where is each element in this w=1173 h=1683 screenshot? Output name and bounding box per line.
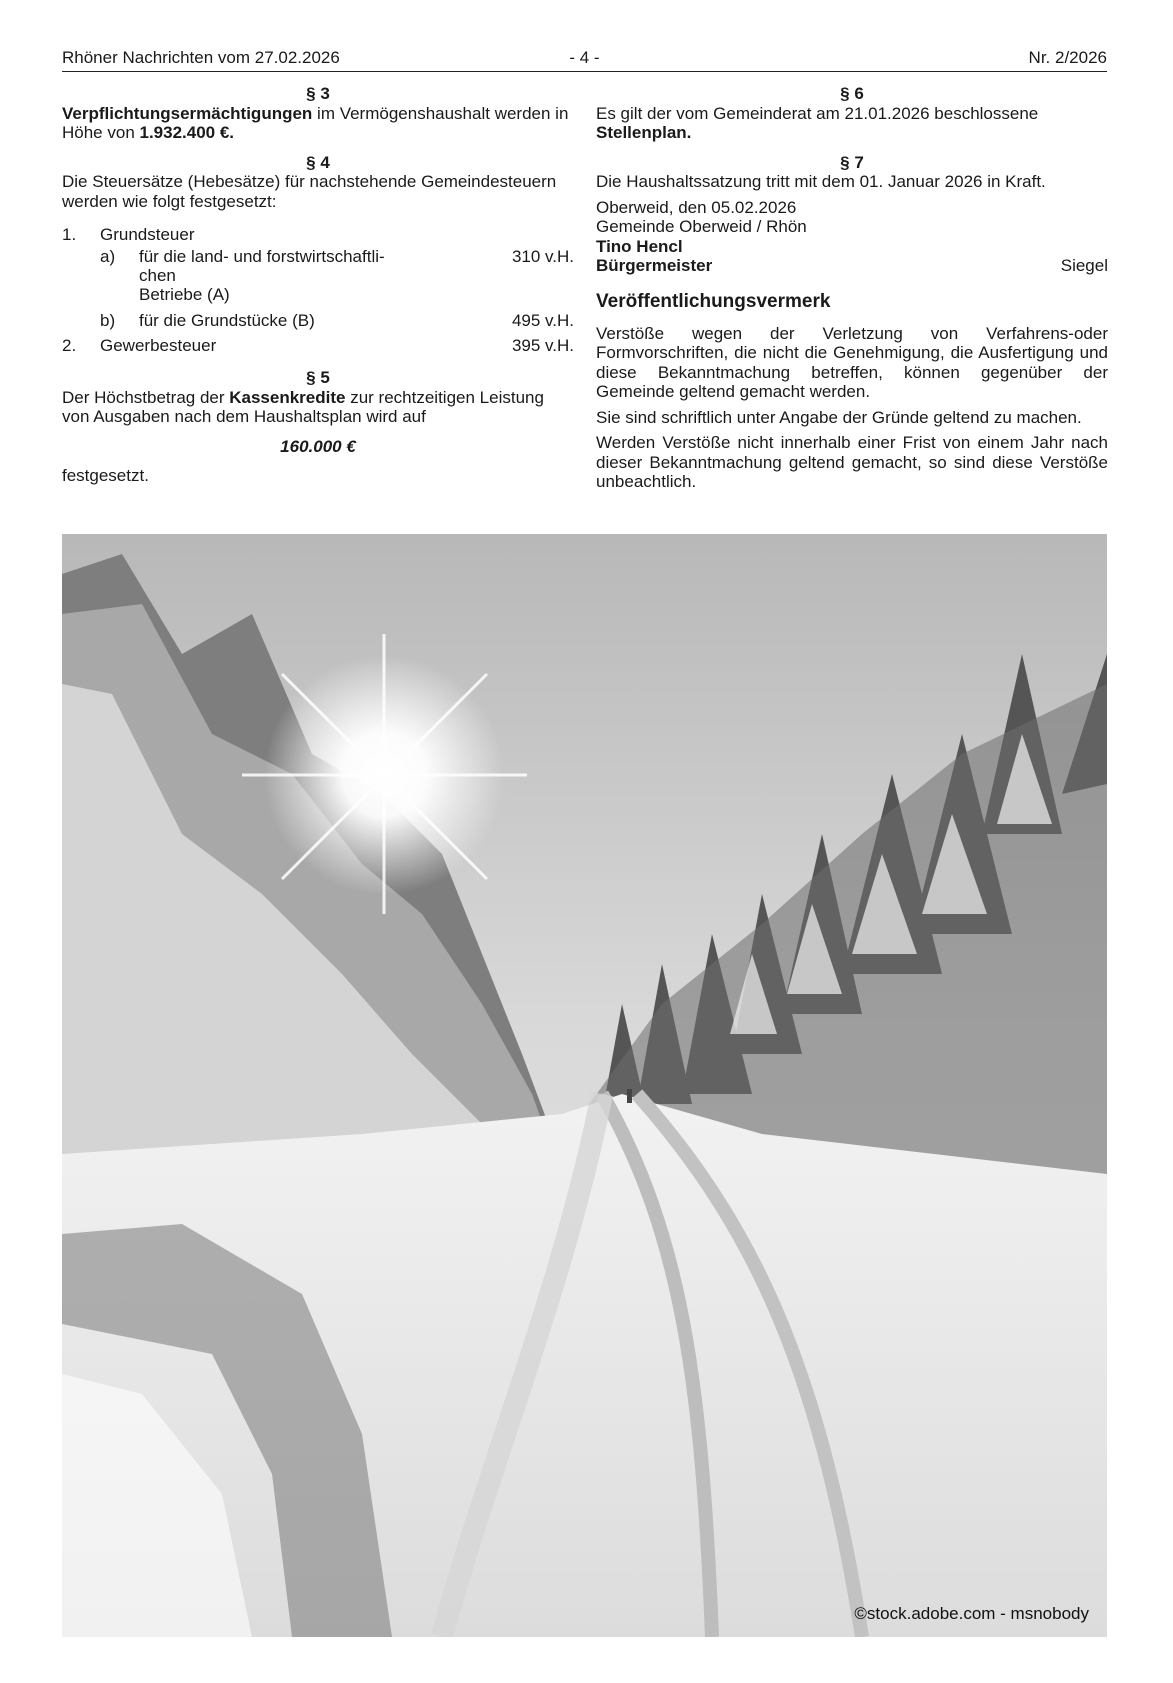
tax-item-a	[62, 247, 574, 307]
tax-item-b	[62, 311, 574, 336]
section-5-title: § 5	[306, 368, 330, 387]
notice-paragraph-1: Verstöße wegen der Verletzung von Verfahrens-oder Formvorschriften, die nicht die Genehmigung, die Ausfertigung und diese Bekanntmachung betreffen, können gegenüber der Gemeinde geltend gemacht werden.	[596, 323, 1108, 401]
section-5-text	[62, 388, 574, 427]
section-3-amount: 1.932.400 €.	[139, 123, 235, 142]
signature-row	[596, 256, 1108, 276]
header-publication: Rhöner Nachrichten vom 27.02.2026	[62, 48, 340, 67]
seal-label: Siegel	[1060, 256, 1108, 275]
section-7-text: Die Haushaltssatzung tritt mit dem 01. Januar 2026 in Kraft.	[596, 172, 1046, 191]
section-4-text: Die Steuersätze (Hebesätze) für nachstehende Gemeindesteuern werden wie folgt festgesetzt:	[62, 172, 557, 211]
tax-item-grundsteuer	[62, 225, 574, 247]
winter-forest-photo	[62, 534, 1107, 1637]
tax-rate-list	[62, 225, 574, 358]
section-5-bold: Kassenkredite	[229, 387, 346, 407]
tax-item-number: 2.	[62, 336, 77, 355]
section-5-end: festgesetzt.	[62, 466, 149, 485]
tax-subitem-text: für die Grundstücke (B)	[139, 311, 315, 330]
tax-subitem-value: 495 v.H.	[511, 311, 574, 330]
section-6-title: § 6	[840, 84, 864, 103]
notice-heading: Veröffentlichungsvermerk	[596, 290, 831, 312]
tax-subitem-text-line1: für die land- und forstwirtschaftli-	[139, 247, 385, 266]
winter-forest-illustration	[62, 534, 1107, 1637]
tax-item-gewerbesteuer	[62, 336, 574, 358]
photo-credit: ©stock.adobe.com - msnobody	[854, 1604, 1089, 1623]
header-page-number: - 4 -	[569, 48, 600, 67]
municipality: Gemeinde Oberweid / Rhön	[596, 217, 807, 236]
tax-item-label: Grundsteuer	[100, 225, 195, 244]
mayor-name: Tino Hencl	[596, 236, 683, 256]
page-header	[62, 48, 1107, 72]
right-column	[596, 84, 1108, 492]
mayor-title: Bürgermeister	[596, 256, 713, 275]
tax-subitem-text-line2: chen	[139, 266, 176, 285]
tax-subitem-label: a)	[100, 247, 116, 266]
section-6-text	[596, 104, 1108, 143]
notice-paragraph-2: Sie sind schriftlich unter Angabe der Gründe geltend zu machen.	[596, 407, 1082, 427]
section-7-title: § 7	[840, 152, 864, 172]
tax-subitem-label: b)	[100, 311, 116, 330]
tax-item-value: 395 v.H.	[511, 336, 574, 355]
tax-subitem-value: 310 v.H.	[511, 247, 574, 266]
notice-paragraph-3: Werden Verstöße nicht innerhalb einer Frist von einem Jahr nach dieser Bekanntmachung geltend gemacht, so sind diese Verstöße unbeachtlich.	[596, 433, 1108, 491]
place-date: Oberweid, den 05.02.2026	[596, 197, 797, 217]
section-5-amount: 160.000 €	[280, 436, 356, 456]
section-6-bold: Stellenplan.	[596, 123, 692, 142]
section-3-title: § 3	[306, 84, 330, 103]
left-column	[62, 84, 574, 486]
section-3-bold: Verpflichtungsermächtigungen	[62, 103, 313, 123]
section-5-body-end: zur rechtzeitigen Leistung von Ausgaben nach dem Haushaltsplan wird auf	[62, 387, 544, 426]
section-4-title: § 4	[306, 152, 330, 172]
tax-subitem-text-line3: Betriebe (A)	[139, 285, 230, 304]
section-3-body: im Vermögenshaushalt werden in Höhe von	[62, 103, 569, 142]
section-3-text	[62, 104, 574, 143]
section-6-body: Es gilt der vom Gemeinderat am 21.01.2026 beschlossene	[596, 103, 1039, 123]
section-5-body-start: Der Höchstbetrag der	[62, 387, 230, 407]
tax-item-number: 1.	[62, 225, 77, 244]
header-issue-number: Nr. 2/2026	[1028, 48, 1107, 67]
tax-item-label: Gewerbesteuer	[100, 336, 217, 355]
